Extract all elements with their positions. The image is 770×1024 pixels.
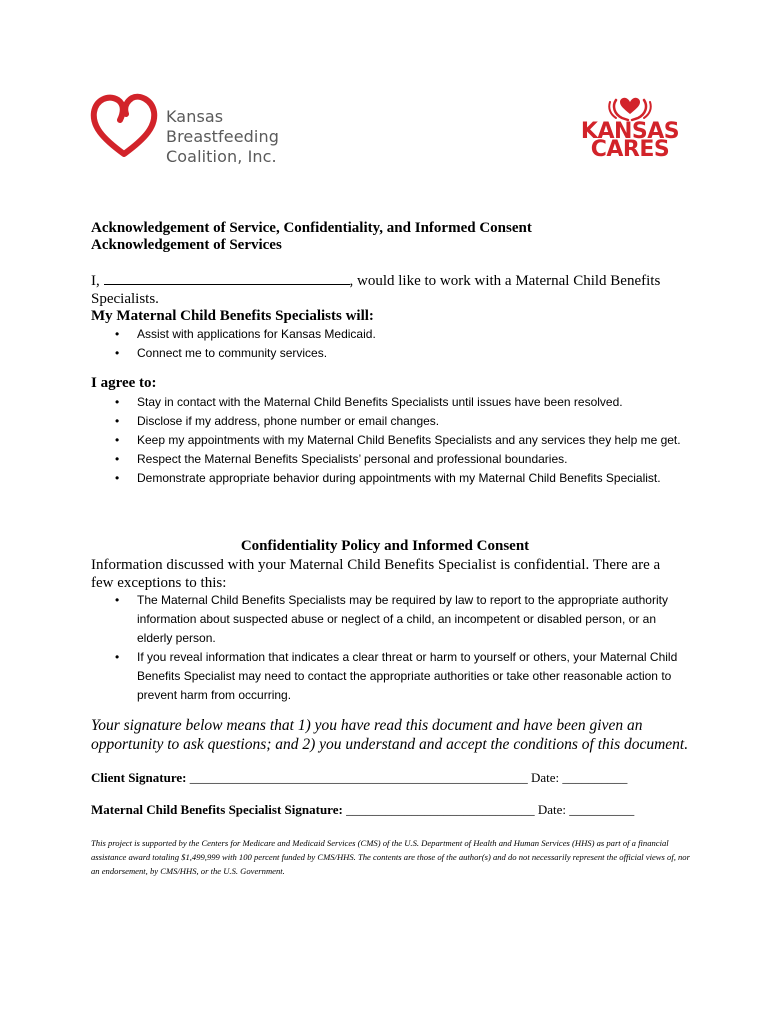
bullet-icon: • [115, 471, 120, 485]
list-item [91, 450, 681, 469]
specialist-signature-row [91, 802, 634, 818]
bullet-icon: • [115, 327, 120, 341]
kbc-line-2: Breastfeeding [166, 127, 279, 146]
list-item-text: The Maternal Child Benefits Specialists may be required by law to report to the appropriate authority information about suspected abuse or neglect of a child, an incompetent or disabled person, or an elderly person. [137, 593, 668, 645]
list-item [91, 431, 681, 450]
intro-statement [91, 272, 691, 308]
kbc-line-3: Coalition, Inc. [166, 147, 277, 166]
agree-heading: I agree to: [91, 375, 157, 391]
heart-logo-icon [88, 90, 160, 162]
list-item-text: Respect the Maternal Benefits Specialists’ personal and professional boundaries. [137, 452, 568, 466]
bullet-icon: • [115, 593, 120, 607]
list-item-text: If you reveal information that indicates a clear threat or harm to yourself or others, your Maternal Child Benefits Specialist may need to contact the appropriate authorities or take other reasonable action to prevent harm from occurring. [137, 650, 678, 702]
list-item [91, 648, 691, 705]
list-item [91, 591, 691, 648]
exceptions-list [91, 591, 691, 705]
hands-heart-emblem-icon [606, 94, 654, 122]
bullet-icon: • [115, 414, 120, 428]
bullet-icon: • [115, 433, 120, 447]
specialist-date-label: Date: [537, 802, 566, 817]
intro-prefix: I, [91, 273, 104, 289]
bullet-icon: • [115, 346, 120, 360]
bullet-icon: • [115, 452, 120, 466]
client-signature-label: Client Signature: [91, 770, 187, 785]
document-title: Acknowledgement of Service, Confidentiality, and Informed Consent [91, 220, 532, 236]
list-item-text: Connect me to community services. [137, 346, 328, 360]
list-item [91, 393, 681, 412]
kansas-breastfeeding-coalition-logo [88, 90, 288, 170]
list-item [91, 469, 681, 488]
kbc-line-1: Kansas [166, 107, 224, 126]
agree-list [91, 393, 681, 488]
client-signature-row [91, 770, 627, 786]
signature-note: Your signature below means that 1) you have read this document and have been given an opportunity to ask questions; and 2) you understand and accept the conditions of this document. [91, 717, 689, 753]
funding-disclaimer: This project is supported by the Centers for Medicare and Medicaid Services (CMS) of the U.S. Department of Health and Human Services (HHS) as part of a financial assistance award totaling $1,499,999 with 100 percent funded by CMS/HHS. The contents are those of the author(s) and do not necessarily represent the official views of, nor an endorsement, by CMS/HHS, or the U.S. Government. [91, 838, 690, 876]
confidentiality-heading: Confidentiality Policy and Informed Consent [240, 538, 530, 554]
list-item-text: Demonstrate appropriate behavior during appointments with my Maternal Child Benefits Specialist. [137, 471, 661, 485]
intro-suffix: , would like to work with a Maternal Child Benefits Specialists. [91, 273, 661, 307]
kansas-cares-line-2: CARES [590, 137, 670, 162]
list-item [91, 344, 651, 363]
bullet-icon: • [115, 650, 120, 664]
section-title-acknowledgement: Acknowledgement of Services [91, 237, 282, 253]
will-list [91, 325, 651, 363]
client-name-blank[interactable] [104, 272, 350, 285]
client-date-label: Date: [530, 770, 560, 785]
confidentiality-paragraph: Information discussed with your Maternal Child Benefits Specialist is confidential. There are a few exceptions to this: [91, 557, 661, 591]
client-signature-field[interactable]: ____________________________________________________ [189, 770, 528, 785]
list-item-text: Disclose if my address, phone number or email changes. [137, 414, 440, 428]
list-item-text: Keep my appointments with my Maternal Child Benefits Specialists and any services they help me get. [137, 433, 681, 447]
will-heading: My Maternal Child Benefits Specialists will: [91, 308, 374, 324]
list-item-text: Stay in contact with the Maternal Child Benefits Specialists until issues have been resolved. [137, 395, 623, 409]
bullet-icon: • [115, 395, 120, 409]
specialist-signature-field[interactable]: _____________________________ [346, 802, 535, 817]
list-item [91, 412, 681, 431]
kbc-wordmark [166, 107, 279, 167]
list-item [91, 325, 651, 344]
list-item-text: Assist with applications for Kansas Medicaid. [137, 327, 376, 341]
specialist-signature-label: Maternal Child Benefits Specialist Signature: [91, 802, 343, 817]
specialist-date-field[interactable]: __________ [569, 802, 635, 817]
kansas-cares-line-1: KANSAS [580, 119, 680, 144]
kansas-cares-logo [580, 94, 680, 162]
client-date-field[interactable]: __________ [562, 770, 628, 785]
